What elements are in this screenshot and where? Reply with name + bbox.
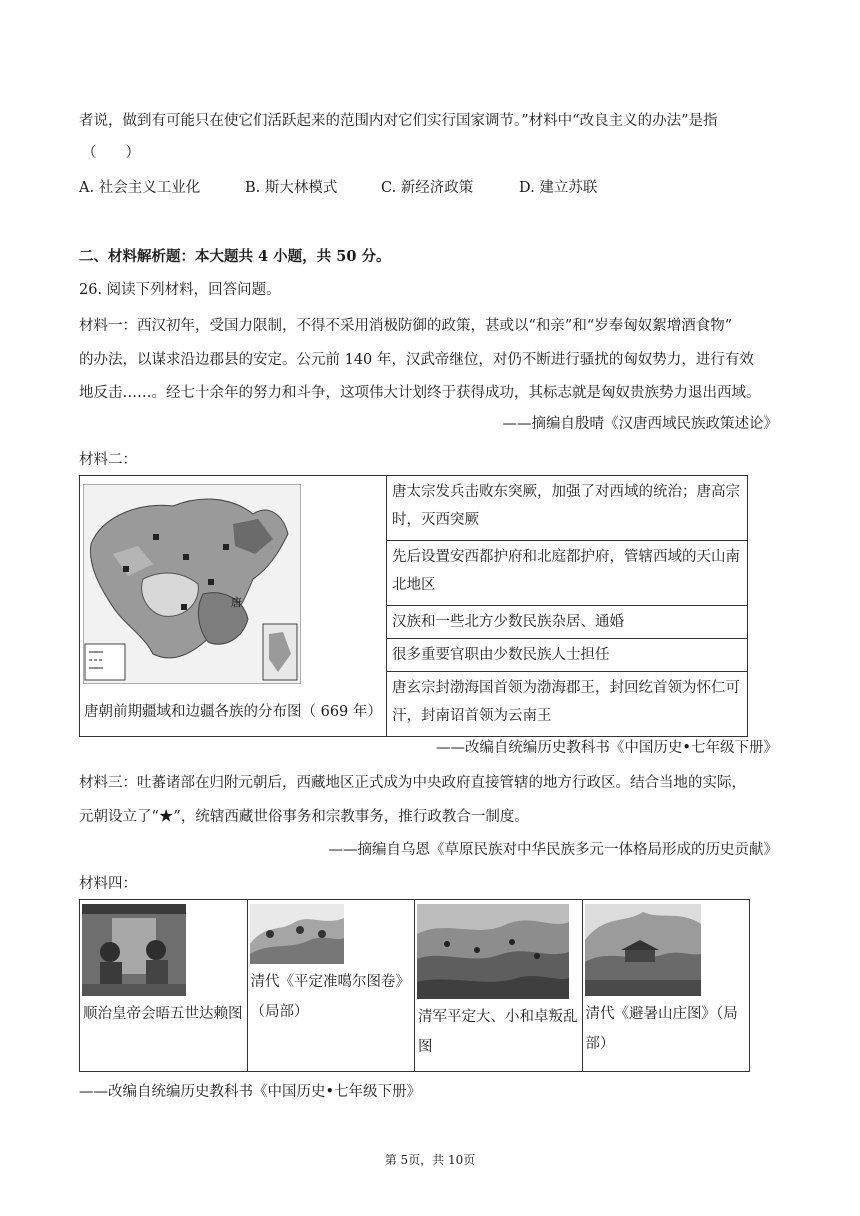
material-1-source: ——摘编自殷晴《汉唐西域民族政策述论》	[502, 416, 778, 432]
material-4-source: ——改编自统编历史教科书《中国历史•七年级下册》	[79, 1084, 422, 1100]
mountain-resort-image	[585, 904, 701, 996]
material-4-cell	[80, 900, 248, 1072]
material-2-label: 材料二：	[79, 452, 137, 468]
material-2-row	[387, 606, 748, 639]
zunghar-scroll-image	[250, 904, 344, 964]
caption: 顺治皇帝会晤五世达赖图	[83, 1006, 243, 1022]
material-3-line: 材料三：吐蕃诸部在归附元朝后，西藏地区正式成为中央政府直接管辖的地方行政区。结合当地的实际，	[79, 775, 746, 791]
section-heading: 二、材料解析题：本大题共 4 小题，共 50 分。	[79, 248, 391, 265]
page-footer: 第 5页，共 10页	[384, 1153, 476, 1167]
map-caption: 唐朝前期疆域和边疆各族的分布图（ 669 年）	[84, 704, 382, 720]
caption: 清代《避暑山庄图》（局部）	[585, 1006, 738, 1052]
material-2-row	[387, 476, 748, 541]
option-d: D. 建立苏联	[519, 180, 598, 196]
material-4-label: 材料四：	[79, 876, 137, 892]
tang-map-image	[83, 484, 301, 684]
option-b: B. 斯大林模式	[245, 180, 338, 196]
material-4-cell	[247, 900, 415, 1072]
material-1-line: 的办法，以谋求沿边郡县的安定。公元前 140 年，汉武帝继位，对仍不断进行骚扰的匈奴势力，进行有效	[79, 352, 754, 368]
material-2-row	[387, 672, 748, 737]
material-2-row	[387, 541, 748, 606]
caption: 清军平定大、小和卓叛乱图	[418, 1009, 578, 1055]
text-line: 者说，做到有可能只在使它们活跃起来的范围内对它们实行国家调节。”材料中“改良主义的办法”是指	[79, 113, 718, 129]
row-text: 汉族和一些北方少数民族杂居、通婚	[392, 614, 624, 630]
khoja-rebellion-image	[417, 904, 569, 999]
material-1-line: 材料一：西汉初年，受国力限制，不得不采用消极防御的政策，甚或以“和亲”和“岁奉匈奴絮增酒食物”	[79, 318, 733, 334]
material-1-line: 地反击……。经七十余年的努力和斗争，这项伟大计划终于获得成功，其标志就是匈奴贵族势力退出西域。	[79, 385, 761, 401]
material-4-cell	[582, 900, 750, 1072]
answer-bracket: （ ）	[82, 145, 140, 161]
row-text: 很多重要官职由少数民族人士担任	[392, 647, 610, 663]
material-2-table	[79, 475, 748, 737]
material-3-source: ——摘编自乌恩《草原民族对中华民族多元一体格局形成的历史贡献》	[328, 842, 778, 858]
question-26: 26. 阅读下列材料，回答问题。	[79, 282, 281, 298]
material-2-row	[387, 639, 748, 672]
option-a: A. 社会主义工业化	[79, 180, 201, 196]
row-text: 唐太宗发兵击败东突厥，加强了对西域的统治；唐高宗时，灭西突厥	[392, 484, 740, 528]
shunzhi-dalai-image	[82, 904, 186, 996]
material-3-line: 元朝设立了“★”，统辖西藏世俗事务和宗教事务，推行政教合一制度。	[79, 809, 529, 825]
caption: 清代《平定准噶尔图卷》（局部）	[250, 974, 410, 1020]
map-label: 唐	[231, 596, 242, 609]
option-c: C. 新经济政策	[381, 180, 474, 196]
material-4-cell	[415, 900, 583, 1072]
row-text: 唐玄宗封渤海国首领为渤海郡王，封回纥首领为怀仁可汗，封南诏首领为云南王	[392, 680, 740, 724]
material-2-source: ——改编自统编历史教科书《中国历史•七年级下册》	[435, 740, 778, 756]
material-4-table	[79, 899, 750, 1072]
row-text: 先后设置安西都护府和北庭都护府，管辖西域的天山南北地区	[392, 549, 740, 593]
map-cell	[80, 476, 387, 737]
